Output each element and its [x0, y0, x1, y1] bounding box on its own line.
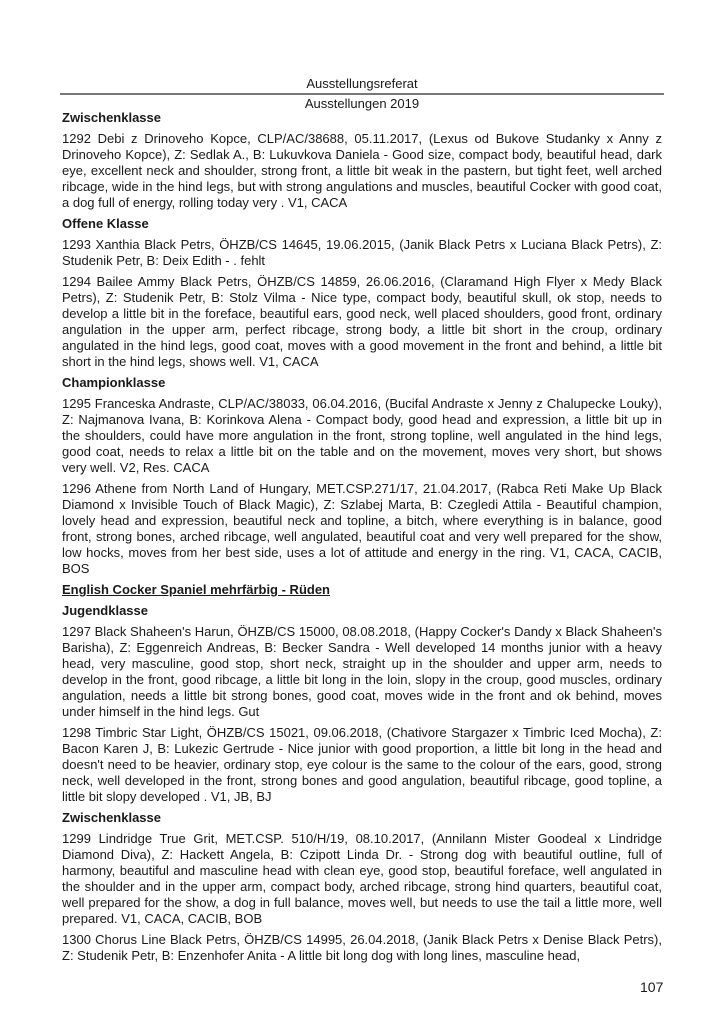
- header-subtitle: Ausstellungen 2019: [304, 96, 420, 111]
- class-heading: Zwischenklasse: [62, 110, 161, 125]
- page-number: 107: [640, 979, 664, 995]
- dog-entry: 1296 Athene from North Land of Hungary, MET.CSP.271/17, 21.04.2017, (Rabca Reti Make Up Black Diamond x Invisible Touch of Black Magic), Z: Szlabej Marta, B: Czegledi Attila - Beautiful champion, lovely head and expression, beautiful neck and topline, a bitch, where everything is in balance, good front, strong bones, arched ribcage, well angulated, beautiful coat and very well prepared for the show, low hocks, moves from her best side, uses a lot of attitude and energy in the ring. V1, CACA, CACIB, BOS: [62, 481, 662, 576]
- dog-entry: 1293 Xanthia Black Petrs, ÖHZB/CS 14645, 19.06.2015, (Janik Black Petrs x Luciana Black Petrs), Z: Studenik Petr, B: Deix Edith - . fehlt: [62, 237, 662, 268]
- class-heading: Championklasse: [62, 375, 166, 390]
- breed-section-heading: English Cocker Spaniel mehrfärbig - Rüden: [62, 582, 330, 597]
- dog-entry: 1299 Lindridge True Grit, MET.CSP. 510/H/19, 08.10.2017, (Annilann Mister Goodeal x Lindridge Diamond Diva), Z: Hackett Angela, B: Czipott Linda Dr. - Strong dog with beautiful outline, full of harmony, beautiful and masculine head with clean eye, good stop, beautiful foreface, well angulated in the shoulder and in the upper arm, compact body, arched ribcage, strong hind quarters, beautiful coat, well prepared for the show, a dog in full balance, moves well, but needs to use the tail a little more, well prepared. V1, CACA, CACIB, BOB: [62, 831, 662, 926]
- class-heading: Offene Klasse: [62, 216, 149, 231]
- report-body: [62, 110, 662, 969]
- dog-entry: 1294 Bailee Ammy Black Petrs, ÖHZB/CS 14859, 26.06.2016, (Claramand High Flyer x Medy Black Petrs), Z: Studenik Petr, B: Stolz Vilma - Nice type, compact body, beautiful skull, ok stop, needs to develop a little bit in the foreface, beautiful ears, good neck, well placed shoulders, good front, ordinary angulation in the upper arm, perfect ribcage, strong body, a little bit short in the croup, ordinary angulated in the hind legs, good coat, moves with a good movement in the front and behind, a little bit short in the hind legs, shows well. V1, CACA: [62, 274, 662, 369]
- class-heading: Zwischenklasse: [62, 810, 161, 825]
- header-rule: [60, 93, 664, 95]
- dog-entry: 1295 Franceska Andraste, CLP/AC/38033, 06.04.2016, (Bucifal Andraste x Jenny z Chalupecke Louky), Z: Najmanova Ivana, B: Korinkova Alena - Compact body, good head and expression, a little bit up in the shoulders, could have more angulation in the front, strong topline, well angulated in the hind legs, good coat, needs to relax a little bit on the table and on the movement, moves very short, but shows very well. V2, Res. CACA: [62, 396, 662, 475]
- dog-entry: 1292 Debi z Drinoveho Kopce, CLP/AC/38688, 05.11.2017, (Lexus od Bukove Studanky x Anny z Drinoveho Kopce), Z: Sedlak A., B: Lukuvkova Daniela - Good size, compact body, beautiful head, dark eye, excellent neck and shoulder, strong front, a little bit weak in the pastern, but tight feet, well arched ribcage, wide in the hind legs, but with strong angulations and muscles, beautiful Cocker with good coat, a dog full of energy, rolling today very . V1, CACA: [62, 131, 662, 210]
- dog-entry: 1300 Chorus Line Black Petrs, ÖHZB/CS 14995, 26.04.2018, (Janik Black Petrs x Denise Black Petrs), Z: Studenik Petr, B: Enzenhofer Anita - A little bit long dog with long lines, masculine head,: [62, 932, 662, 963]
- class-heading: Jugendklasse: [62, 603, 148, 618]
- header-title: Ausstellungsreferat: [306, 76, 418, 91]
- dog-entry: 1297 Black Shaheen's Harun, ÖHZB/CS 15000, 08.08.2018, (Happy Cocker's Dandy x Black Shaheen's Barisha), Z: Eggenreich Andreas, B: Becker Sandra - Well developed 14 months junior with a heavy head, very masculine, good stop, short neck, straight up in the shoulder and upper arm, needs to develop in the front, good ribcage, a little bit long in the loin, slopy in the croup, good muscles, ordinary angulation, needs a little bit strong bones, good coat, moves wide in the front and ok behind, moves under himself in the hind legs. Gut: [62, 624, 662, 719]
- dog-entry: 1298 Timbric Star Light, ÖHZB/CS 15021, 09.06.2018, (Chativore Stargazer x Timbric Iced Mocha), Z: Bacon Karen J, B: Lukezic Gertrude - Nice junior with good proportion, a little bit long in the head and doesn't need to be heavier, ordinary stop, eye colour is the same to the colour of the ears, good, strong neck, well developed in the front, strong bones and good angulation, beautiful ribcage, good topline, a little bit slopy developed . V1, JB, BJ: [62, 725, 662, 804]
- page-header: [60, 76, 664, 112]
